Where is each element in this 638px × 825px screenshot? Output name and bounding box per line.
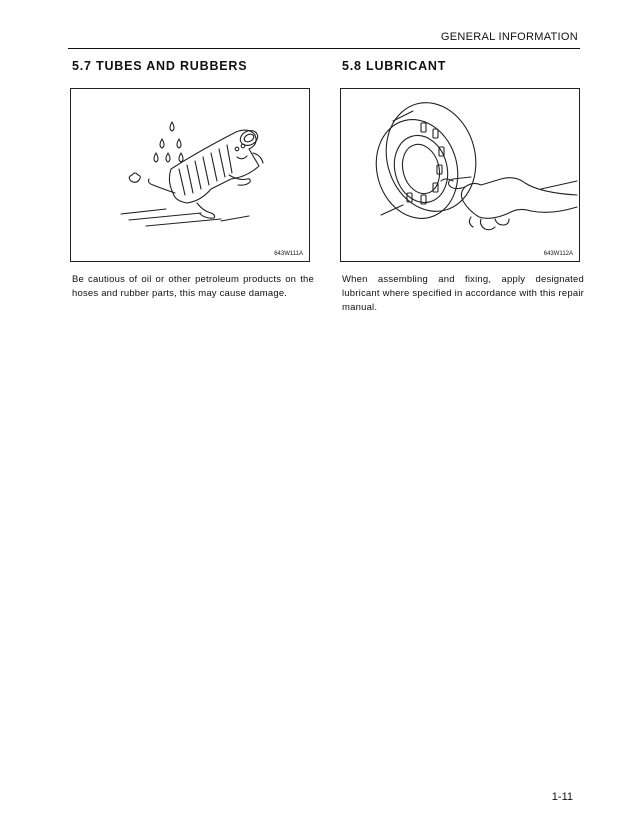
figure-code: 643W111A — [274, 251, 303, 257]
figure-code: 643W112A — [543, 251, 573, 257]
section-title-lubricant: 5.8 LUBRICANT — [342, 59, 447, 73]
oil-on-rubber-illustration-icon — [71, 89, 309, 261]
figure-tubes-and-rubbers — [70, 88, 310, 262]
section-body-text: When assembling and fixing, apply designated lubricant where specified in accordance with this repair manual. — [342, 274, 584, 313]
section-body-text: Be cautious of oil or other petroleum products on the hoses and rubber parts, this may cause damage. — [72, 274, 314, 299]
figure-lubricant — [340, 88, 580, 262]
page-number: 1-11 — [551, 791, 573, 803]
header-divider — [68, 48, 580, 49]
bearing-lubrication-illustration-icon — [341, 89, 579, 261]
running-header-title: GENERAL INFORMATION — [440, 31, 578, 43]
section-title-tubes-and-rubbers: 5.7 TUBES AND RUBBERS — [72, 59, 248, 73]
